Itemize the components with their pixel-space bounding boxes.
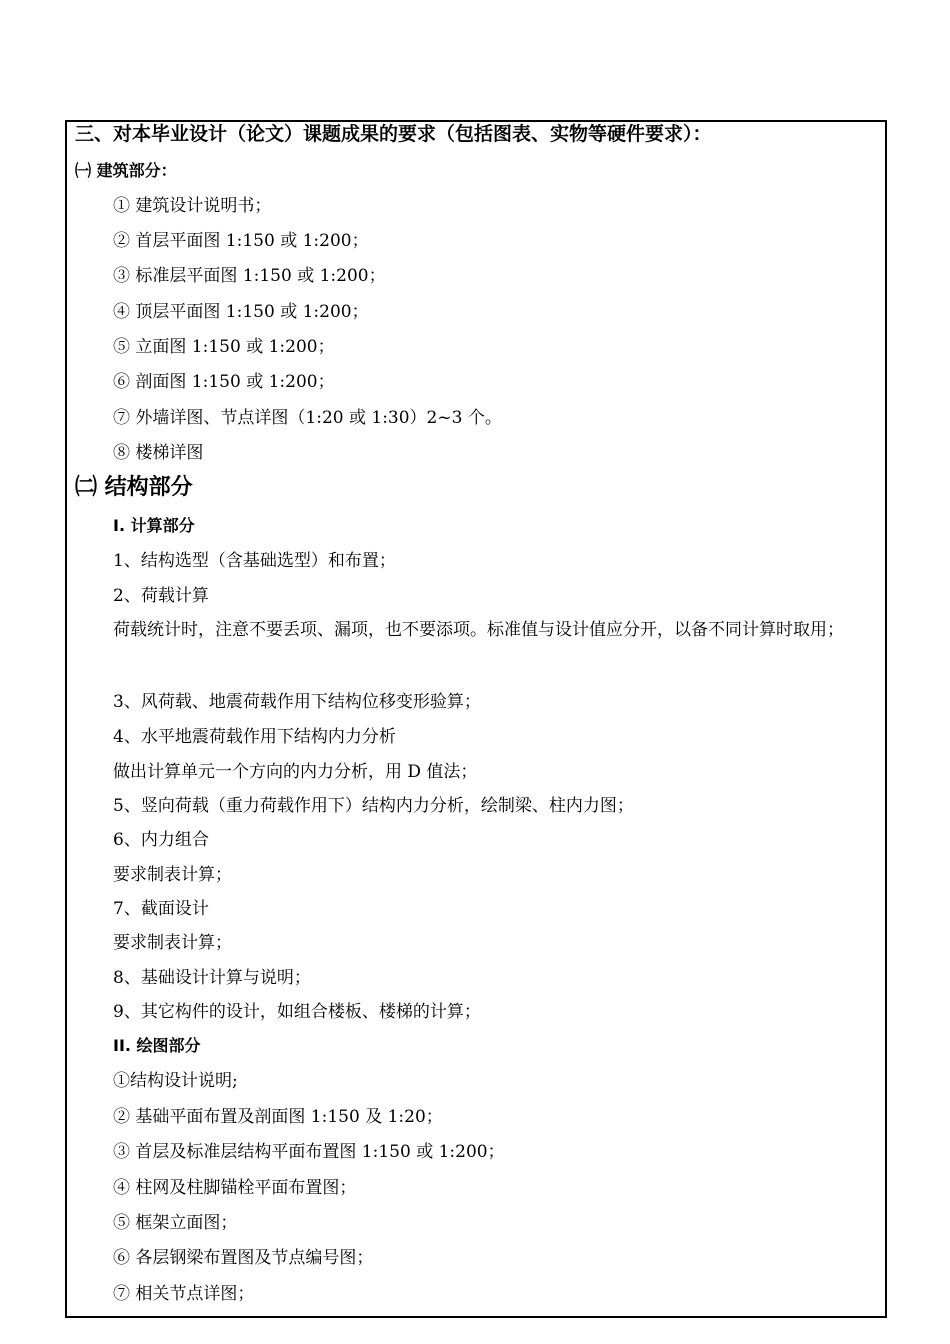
arch-item: ⑤ 立面图 1:150 或 1:200； [113,337,335,357]
arch-item: ⑦ 外墙详图、节点详图（1:20 或 1:30）2~3 个。 [113,408,502,428]
calc-item: 6、内力组合 [113,830,209,850]
draw-item: ④ 柱网及柱脚锚栓平面布置图； [113,1178,357,1198]
calc-item: 9、其它构件的设计，如组合楼板、楼梯的计算； [113,1002,481,1022]
arch-item: ④ 顶层平面图 1:150 或 1:200； [113,302,369,322]
section-heading: 三、对本毕业设计（论文）课题成果的要求（包括图表、实物等硬件要求）： [75,123,712,145]
arch-item: ② 首层平面图 1:150 或 1:200； [113,231,369,251]
draw-item: ③ 首层及标准层结构平面布置图 1:150 或 1:200； [113,1142,505,1162]
struct-section-title: ㈡ 结构部分 [75,475,193,500]
draw-item: ⑤ 框架立面图； [113,1213,238,1233]
calc-item: 做出计算单元一个方向的内力分析，用 D 值法； [113,762,478,782]
calc-item: 8、基础设计计算与说明； [113,968,311,988]
draw-item: ② 基础平面布置及剖面图 1:150 及 1:20； [113,1107,443,1127]
draw-item: ⑥ 各层钢梁布置图及节点编号图； [113,1248,374,1268]
calc-subsection-title: I. 计算部分 [113,516,195,535]
calc-item: 5、竖向荷载（重力荷载作用下）结构内力分析，绘制梁、柱内力图； [113,796,634,816]
draw-item: ①结构设计说明; [113,1071,238,1091]
calc-item: 1、结构选型（含基础选型）和布置； [113,551,396,571]
calc-item: 要求制表计算； [113,933,232,953]
arch-item: ⑥ 剖面图 1:150 或 1:200； [113,372,335,392]
arch-item: ⑧ 楼梯详图 [113,443,204,463]
calc-item: 2、荷载计算 [113,586,209,606]
draw-item: ⑦ 相关节点详图； [113,1284,255,1304]
calc-item: 要求制表计算； [113,865,232,885]
requirements-table-frame [65,120,887,1318]
calc-item: 3、风荷载、地震荷载作用下结构位移变形验算； [113,692,481,712]
draw-subsection-title: II. 绘图部分 [113,1036,201,1055]
arch-section-title: ㈠ 建筑部分： [75,161,177,180]
calc-item: 7、截面设计 [113,899,209,919]
calc-item: 4、水平地震荷载作用下结构内力分析 [113,727,396,747]
arch-item: ① 建筑设计说明书； [113,196,272,216]
arch-item: ③ 标准层平面图 1:150 或 1:200； [113,266,386,286]
calc-paragraph: 荷载统计时，注意不要丢项、漏项，也不要添项。标准值与设计值应分开，以备不同计算时取用； [113,620,844,640]
